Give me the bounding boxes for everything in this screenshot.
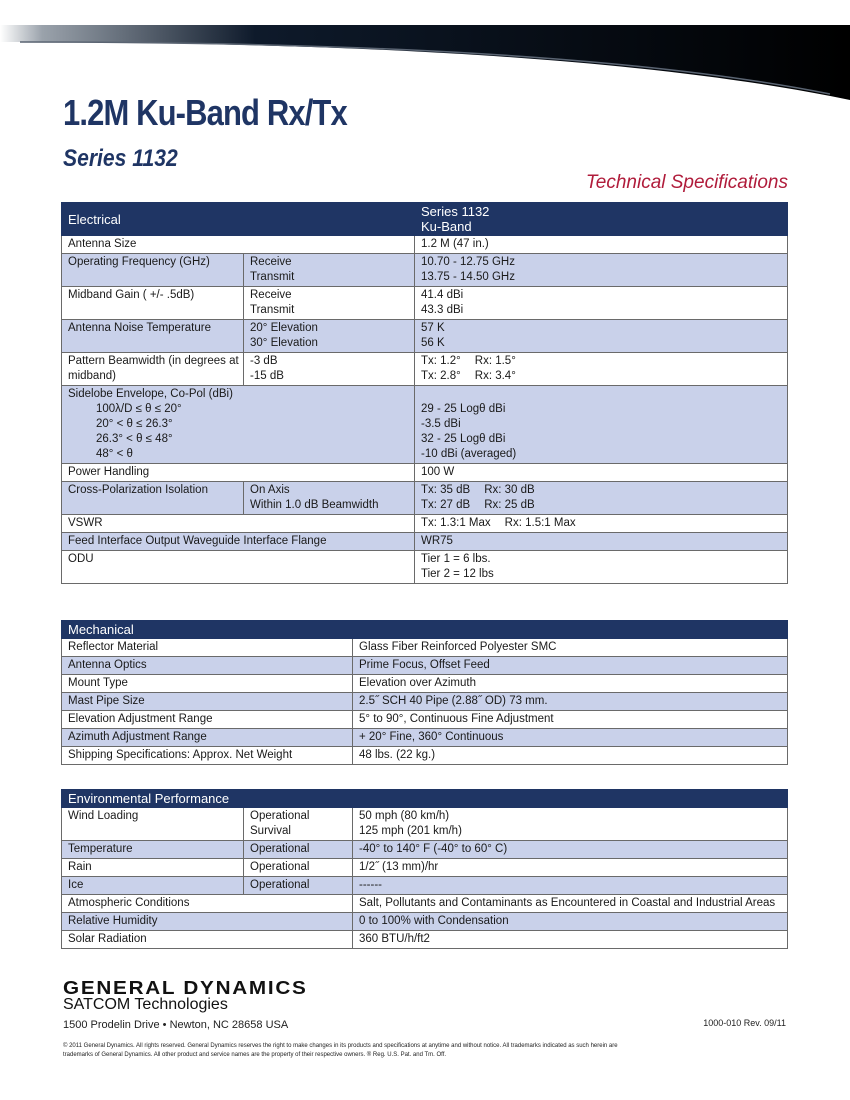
spec-value: Tx: 1.3:1 Max Rx: 1.5:1 Max — [415, 515, 788, 533]
mechanical-table — [61, 620, 788, 765]
spec-condition: Operational — [244, 859, 353, 877]
spec-label: Reflector Material — [62, 639, 353, 657]
electrical-heading: Electrical — [62, 203, 415, 236]
spec-value: 29 - 25 Logθ dBi -3.5 dBi 32 - 25 Logθ dBi -10 dBi (averaged) — [415, 386, 788, 464]
table-row — [62, 895, 788, 913]
spec-value: WR75 — [415, 533, 788, 551]
spec-value: 100 W — [415, 464, 788, 482]
spec-label: Antenna Optics — [62, 657, 353, 675]
spec-value: 1/2˝ (13 mm)/hr — [353, 859, 788, 877]
table-row — [62, 515, 788, 533]
table-row — [62, 353, 788, 386]
environmental-table — [61, 789, 788, 949]
spec-condition: Operational — [244, 877, 353, 895]
spec-label: Wind Loading — [62, 808, 244, 841]
table-row — [62, 287, 788, 320]
company-logo-wordmark: GENERAL DYNAMICS — [63, 978, 308, 998]
spec-label: VSWR — [62, 515, 415, 533]
technical-specifications-heading: Technical Specifications — [585, 172, 788, 193]
spec-value: 10.70 - 12.75 GHz 13.75 - 14.50 GHz — [415, 254, 788, 287]
spec-condition: Operational — [244, 841, 353, 859]
spec-label: Azimuth Adjustment Range — [62, 729, 353, 747]
table-row — [62, 747, 788, 765]
table-row — [62, 808, 788, 841]
spec-label: Relative Humidity — [62, 913, 353, 931]
spec-condition: Operational Survival — [244, 808, 353, 841]
spec-label: Ice — [62, 877, 244, 895]
spec-value: 1.2 M (47 in.) — [415, 236, 788, 254]
table-row — [62, 386, 788, 464]
spec-value: Glass Fiber Reinforced Polyester SMC — [353, 639, 788, 657]
document-revision: 1000-010 Rev. 09/11 — [703, 1018, 786, 1028]
environmental-heading: Environmental Performance — [62, 790, 788, 808]
spec-label: Sidelobe Envelope, Co-Pol (dBi) 100λ/D ≤ θ ≤ 20° 20° < θ ≤ 26.3° 26.3° < θ ≤ 48° 48° < θ — [62, 386, 415, 464]
spec-label: Power Handling — [62, 464, 415, 482]
spec-value: 2.5˝ SCH 40 Pipe (2.88˝ OD) 73 mm. — [353, 693, 788, 711]
table-row — [62, 320, 788, 353]
spec-value: Tier 1 = 6 lbs. Tier 2 = 12 lbs — [415, 551, 788, 584]
spec-value: 360 BTU/h/ft2 — [353, 931, 788, 949]
table-row — [62, 482, 788, 515]
table-row — [62, 236, 788, 254]
spec-label: Antenna Size — [62, 236, 415, 254]
spec-value: 41.4 dBi 43.3 dBi — [415, 287, 788, 320]
table-row — [62, 657, 788, 675]
spec-value: 48 lbs. (22 kg.) — [353, 747, 788, 765]
spec-label: Atmospheric Conditions — [62, 895, 353, 913]
spec-label: Operating Frequency (GHz) — [62, 254, 244, 287]
table-row — [62, 729, 788, 747]
table-row — [62, 931, 788, 949]
mechanical-heading: Mechanical — [62, 621, 788, 639]
spec-condition: 20° Elevation 30° Elevation — [244, 320, 415, 353]
electrical-table — [61, 202, 788, 584]
table-row — [62, 841, 788, 859]
spec-value: 0 to 100% with Condensation — [353, 913, 788, 931]
table-row — [62, 693, 788, 711]
spec-label: Mast Pipe Size — [62, 693, 353, 711]
table-row — [62, 639, 788, 657]
spec-value: Elevation over Azimuth — [353, 675, 788, 693]
series-subtitle: Series 1132 — [63, 145, 178, 172]
table-row — [62, 859, 788, 877]
spec-label: Antenna Noise Temperature — [62, 320, 244, 353]
table-row — [62, 254, 788, 287]
table-row — [62, 533, 788, 551]
page-title: 1.2M Ku-Band Rx/Tx — [63, 92, 347, 133]
spec-label: Elevation Adjustment Range — [62, 711, 353, 729]
environmental-header-row — [62, 790, 788, 808]
spec-label: Rain — [62, 859, 244, 877]
spec-label: ODU — [62, 551, 415, 584]
spec-label: Mount Type — [62, 675, 353, 693]
spec-label: Temperature — [62, 841, 244, 859]
spec-value: Prime Focus, Offset Feed — [353, 657, 788, 675]
table-row — [62, 711, 788, 729]
spec-label: Pattern Beamwidth (in degrees at midband) — [62, 353, 244, 386]
spec-condition: -3 dB -15 dB — [244, 353, 415, 386]
spec-value: -40° to 140° F (-40° to 60° C) — [353, 841, 788, 859]
table-row — [62, 675, 788, 693]
spec-label: Feed Interface Output Waveguide Interface Flange — [62, 533, 415, 551]
spec-value: 57 K 56 K — [415, 320, 788, 353]
table-row — [62, 877, 788, 895]
mechanical-header-row — [62, 621, 788, 639]
spec-label: Cross-Polarization Isolation — [62, 482, 244, 515]
spec-value: + 20° Fine, 360° Continuous — [353, 729, 788, 747]
table-row — [62, 913, 788, 931]
spec-label: Solar Radiation — [62, 931, 353, 949]
spec-label: Midband Gain ( +/- .5dB) — [62, 287, 244, 320]
spec-value: Tx: 1.2° Rx: 1.5° Tx: 2.8° Rx: 3.4° — [415, 353, 788, 386]
spec-condition: Receive Transmit — [244, 287, 415, 320]
spec-condition: Receive Transmit — [244, 254, 415, 287]
electrical-header-row — [62, 203, 788, 236]
spec-value: 50 mph (80 km/h) 125 mph (201 km/h) — [353, 808, 788, 841]
spec-label: Shipping Specifications: Approx. Net Weight — [62, 747, 353, 765]
company-division-name: SATCOM Technologies — [63, 996, 228, 1013]
company-address: 1500 Prodelin Drive • Newton, NC 28658 USA — [63, 1019, 289, 1031]
table-row — [62, 464, 788, 482]
legal-notice: © 2011 General Dynamics. All rights reserved. General Dynamics reserves the right to make changes in its products and specifications at anytime and without notice. All trademarks indicated as such herein are trademarks of General Dynamics. All other product and service names are the property of their respective owners. ® Reg. U.S. Pat. and Tm. Off. — [63, 1043, 618, 1058]
electrical-series-heading: Series 1132 Ku-Band — [415, 203, 788, 236]
spec-value: Salt, Pollutants and Contaminants as Encountered in Coastal and Industrial Areas — [353, 895, 788, 913]
table-row — [62, 551, 788, 584]
spec-value: ------ — [353, 877, 788, 895]
spec-value: Tx: 35 dB Rx: 30 dB Tx: 27 dB Rx: 25 dB — [415, 482, 788, 515]
spec-value: 5° to 90°, Continuous Fine Adjustment — [353, 711, 788, 729]
spec-condition: On Axis Within 1.0 dB Beamwidth — [244, 482, 415, 515]
